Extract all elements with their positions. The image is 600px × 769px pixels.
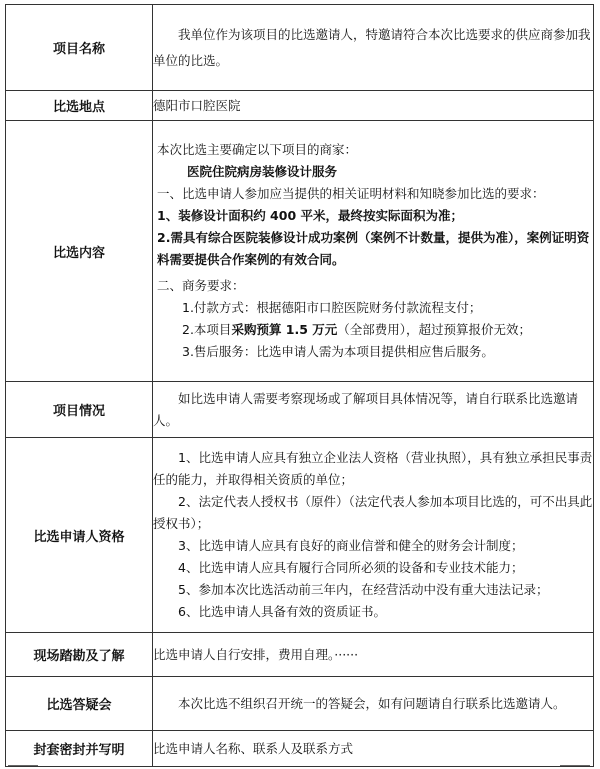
content-req1-heading: 一、比选申请人参加应当提供的相关证明材料和知晓参加比选的要求： bbox=[157, 186, 545, 201]
cell-site-visit bbox=[153, 633, 594, 677]
label-project-name: 项目名称 bbox=[6, 5, 153, 91]
label-content: 比选内容 bbox=[6, 121, 153, 382]
content-req1-item1: 1、装修设计面积约 400 平米，最终按实际面积为准； bbox=[157, 208, 463, 223]
row-content bbox=[6, 121, 594, 382]
situation-text: 如比选申请人需要考察现场或了解项目具体情况等，请自行联系比选邀请人。 bbox=[153, 390, 579, 428]
site-visit-text: 比选申请人自行安排，费用自理。······ bbox=[153, 646, 359, 662]
project-name-text: 我单位作为该项目的比选邀请人，特邀请符合本次比选要求的供应商参加我单位的比选。 bbox=[153, 26, 591, 68]
content-req2-item1: 1.付款方式：根据德阳市口腔医院财务付款流程支付； bbox=[182, 300, 482, 315]
qualification-item-3: 3、比选申请人应具有良好的商业信誉和健全的财务会计制度； bbox=[178, 538, 524, 553]
qualification-item-4: 4、比选申请人应具有履行合同所必须的设备和专业技术能力； bbox=[178, 560, 524, 575]
page-edge-mark-right bbox=[560, 765, 590, 766]
location-text: 德阳市口腔医院 bbox=[153, 97, 241, 113]
content-req2-item3: 3.售后服务：比选申请人需为本项目提供相应售后服务。 bbox=[182, 344, 494, 359]
seal-text: 比选申请人名称、联系人及联系方式 bbox=[153, 740, 354, 756]
row-situation bbox=[6, 382, 594, 438]
row-project-name bbox=[6, 5, 594, 91]
req2-item2-budget: 采购预算 1.5 万元 bbox=[231, 322, 338, 337]
qa-text: 本次比选不组织召开统一的答疑会，如有问题请自行联系比选邀请人。 bbox=[178, 695, 566, 711]
cell-location bbox=[153, 91, 594, 121]
label-situation: 项目情况 bbox=[6, 382, 153, 438]
row-qualification bbox=[6, 438, 594, 633]
content-req1-item2: 2.需具有综合医院装修设计成功案例（案例不计数量，提供为准），案例证明资料需要提供合作案例的有效合同。 bbox=[157, 230, 590, 267]
qualification-item-6: 6、比选申请人具备有效的资质证书。 bbox=[178, 604, 386, 619]
page-edge-marks bbox=[0, 760, 600, 769]
qualification-item-5: 5、参加本次比选活动前三年内，在经营活动中没有重大违法记录； bbox=[178, 582, 549, 597]
qualification-item-1: 1、比选申请人应具有独立企业法人资格（营业执照），具有独立承担民事责任的能力，并取得相关资质的单位； bbox=[153, 450, 593, 487]
page-edge-mark-left bbox=[8, 765, 38, 766]
row-qa bbox=[6, 677, 594, 731]
label-seal: 封套密封并写明 bbox=[6, 731, 153, 767]
content-req2-item2 bbox=[157, 319, 593, 341]
label-qa: 比选答疑会 bbox=[6, 677, 153, 731]
content-intro: 本次比选主要确定以下项目的商家： bbox=[157, 142, 358, 157]
qualification-item-2: 2、法定代表人授权书（原件）（法定代表人参加本项目比选的，可不出具此授权书）； bbox=[153, 494, 593, 531]
cell-content bbox=[153, 121, 594, 382]
content-service: 医院住院病房装修设计服务 bbox=[187, 164, 338, 179]
row-site-visit bbox=[6, 633, 594, 677]
procurement-table bbox=[5, 4, 594, 767]
cell-qualification bbox=[153, 438, 594, 633]
req2-item2-post: （全部费用），超过预算报价无效； bbox=[337, 322, 532, 337]
label-qualification: 比选申请人资格 bbox=[6, 438, 153, 633]
cell-situation bbox=[153, 382, 594, 438]
cell-project-name bbox=[153, 5, 594, 91]
label-site-visit: 现场踏勘及了解 bbox=[6, 633, 153, 677]
content-req2-heading: 二、商务要求： bbox=[157, 278, 245, 293]
req2-item2-pre: 2.本项目 bbox=[182, 322, 232, 337]
label-location: 比选地点 bbox=[6, 91, 153, 121]
cell-qa bbox=[153, 677, 594, 731]
row-location bbox=[6, 91, 594, 121]
